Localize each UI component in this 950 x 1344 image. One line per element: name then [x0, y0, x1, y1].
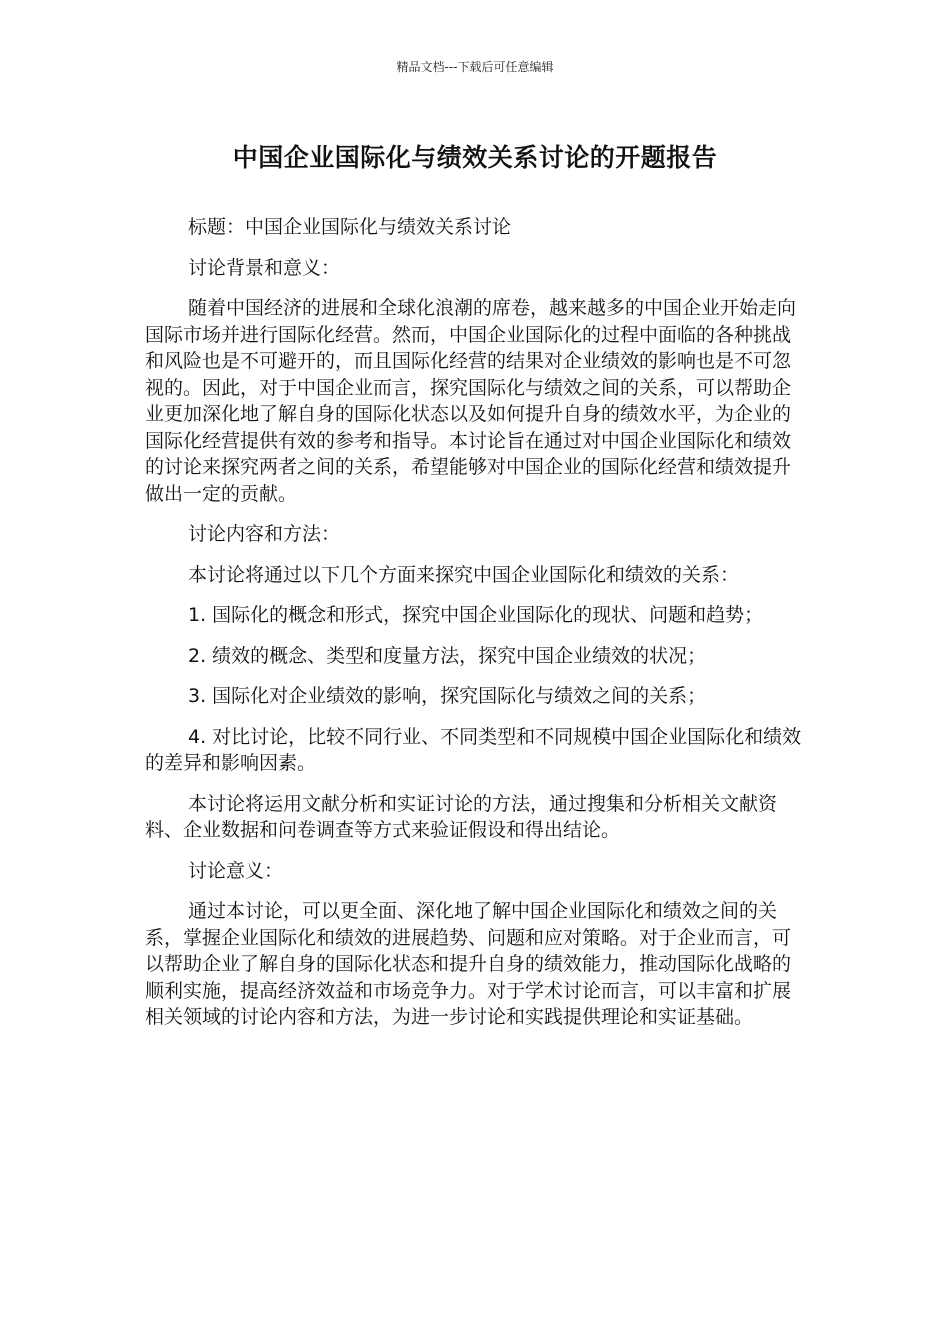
- list-item-2: 2. 绩效的概念、类型和度量方法，探究中国企业绩效的状况；: [188, 644, 707, 667]
- list-item-4: 4. 对比讨论，比较不同行业、不同类型和不同规模中国企业国际化和绩效的差异和影响因素。: [145, 725, 802, 774]
- background-paragraph: 随着中国经济的进展和全球化浪潮的席卷，越来越多的中国企业开始走向国际市场并进行国际化经营。然而，中国企业国际化的过程中面临的各种挑战和风险也是不可避开的，而且国际化经营的结果对企业绩效的影响也是不可忽视的。因此，对于中国企业而言，探究国际化与绩效之间的关系，可以帮助企业更加深化地了解自身的国际化状态以及如何提升自身的绩效水平，为企业的国际化经营提供有效的参考和指导。本讨论旨在通过对中国企业国际化和绩效的讨论来探究两者之间的关系，希望能够对中国企业的国际化经营和绩效提升做出一定的贡献。: [145, 297, 797, 505]
- section-heading-content-method: 讨论内容和方法：: [188, 523, 341, 545]
- document-title: 中国企业国际化与绩效关系讨论的开题报告: [232, 143, 718, 172]
- list-item-3: 3. 国际化对企业绩效的影响，探究国际化与绩效之间的关系；: [188, 685, 707, 707]
- method-paragraph: 本讨论将运用文献分析和实证讨论的方法，通过搜集和分析相关文献资料、企业数据和问卷调查等方式来验证假设和得出结论。: [145, 792, 778, 841]
- list-item-1: 1. 国际化的概念和形式，探究中国企业国际化的现状、问题和趋势；: [188, 604, 764, 626]
- section-heading-significance: 讨论意义：: [188, 859, 284, 882]
- significance-paragraph: 通过本讨论，可以更全面、深化地了解中国企业国际化和绩效之间的关系，掌握企业国际化和绩效的进展趋势、问题和应对策略。对于企业而言，可以帮助企业了解自身的国际化状态和提升自身的绩效能力，推动国际化战略的顺利实施，提高经济效益和市场竞争力。对于学术讨论而言，可以丰富和扩展相关领域的讨论内容和方法，为进一步讨论和实践提供理论和实证基础。: [145, 900, 792, 1028]
- document-body: [145, 214, 809, 1045]
- content-intro-paragraph: 本讨论将通过以下几个方面来探究中国企业国际化和绩效的关系：: [188, 563, 740, 586]
- subject-line: 标题：中国企业国际化与绩效关系讨论: [188, 216, 512, 238]
- section-heading-background: 讨论背景和意义：: [188, 256, 341, 279]
- header-note: 精品文档---下载后可任意编辑: [396, 60, 554, 74]
